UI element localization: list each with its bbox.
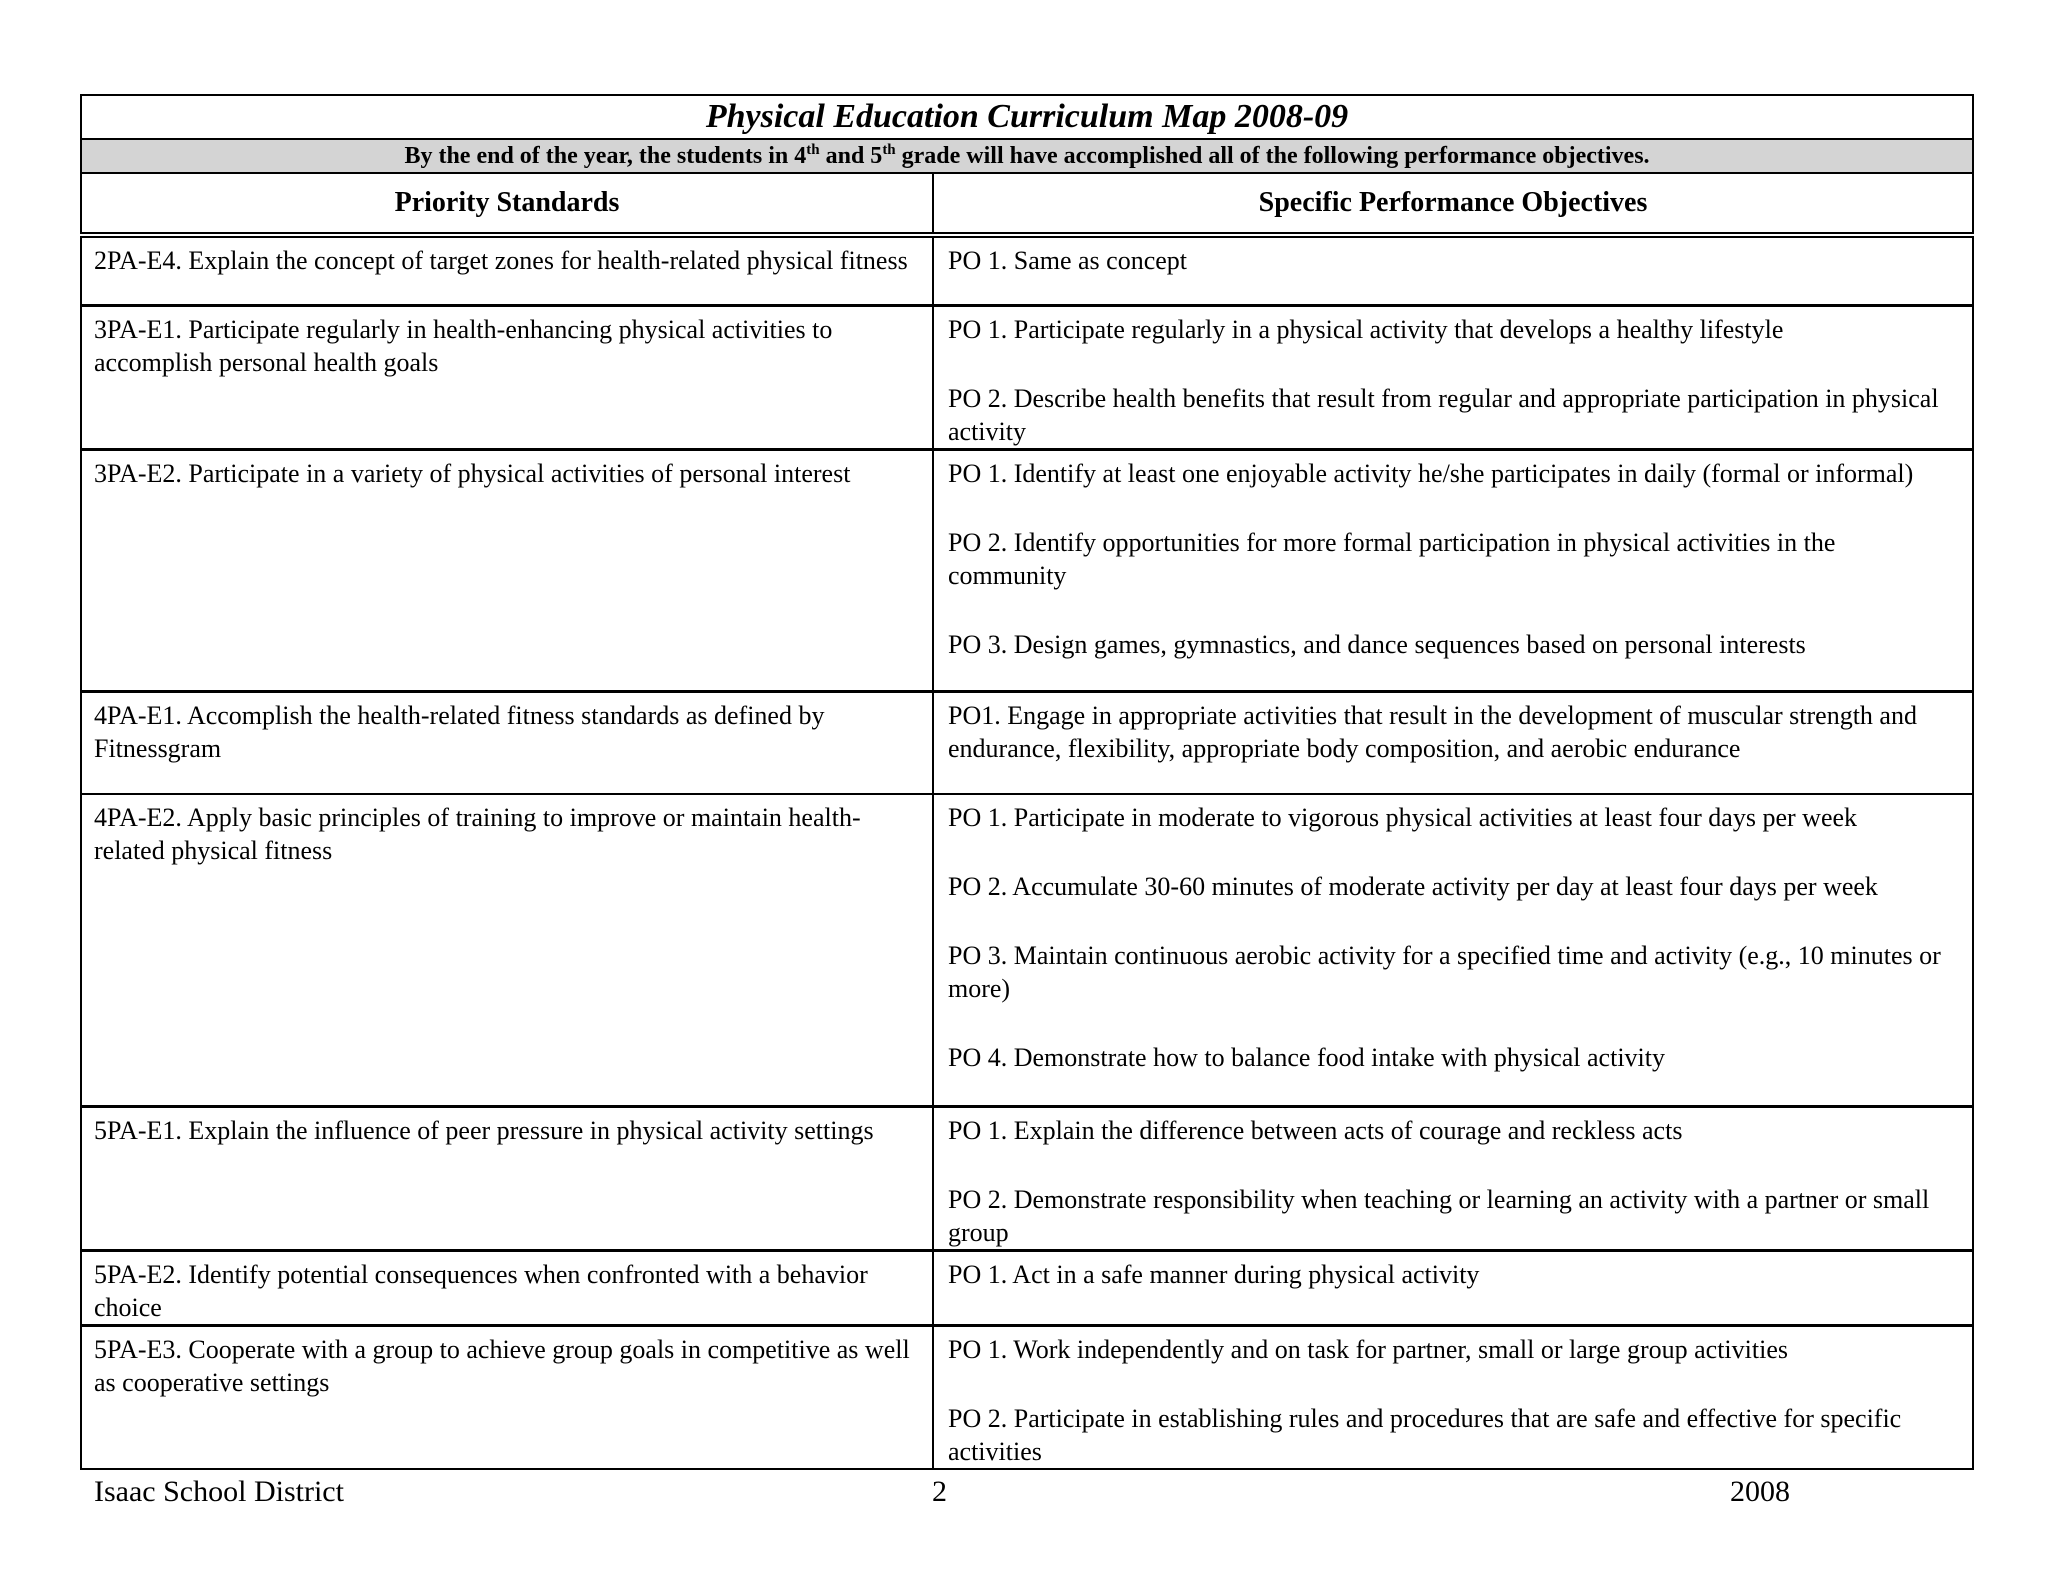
table-row <box>81 691 1973 794</box>
curriculum-map-table <box>80 94 1974 1470</box>
table-row <box>81 449 1973 691</box>
subtitle-text-1: By the end of the year, the students in 4 <box>404 143 807 169</box>
performance-objective: PO 1. Participate in moderate to vigorous physical activities at least four days per week <box>948 803 1858 832</box>
performance-objective: PO 1. Participate regularly in a physical activity that develops a healthy lifestyle <box>948 314 1784 344</box>
performance-objective: PO 1. Work independently and on task for partner, small or large group activities <box>948 1334 1788 1364</box>
table-row <box>81 235 1973 305</box>
performance-objective: PO 3. Maintain continuous aerobic activity for a specified time and activity (e.g., 10 minutes or more) <box>948 941 1941 1003</box>
objectives-cell <box>933 1250 1973 1325</box>
subtitle-sup-2: th <box>882 142 896 158</box>
page-title: Physical Education Curriculum Map 2008-09 <box>81 95 1973 139</box>
priority-standard: 4PA-E1. Accomplish the health-related fitness standards as defined by Fitnessgram <box>81 691 933 794</box>
footer-year: 2008 <box>1730 1475 1790 1508</box>
priority-standard: 5PA-E2. Identify potential consequences when confronted with a behavior choice <box>81 1250 933 1325</box>
table-row <box>81 794 1973 1106</box>
table-row <box>81 305 1973 449</box>
performance-objective: PO 2. Describe health benefits that result from regular and appropriate participation in physical activity <box>948 383 1939 446</box>
priority-standard: 2PA-E4. Explain the concept of target zones for health-related physical fitness <box>81 235 933 305</box>
performance-objective: PO 3. Design games, gymnastics, and dance sequences based on personal interests <box>948 629 1806 659</box>
objectives-cell <box>933 794 1973 1106</box>
performance-objective: PO1. Engage in appropriate activities that result in the development of muscular strength and endurance, flexibility, appropriate body composition, and aerobic endurance <box>948 700 1917 763</box>
footer-page-number: 2 <box>932 1475 947 1508</box>
priority-standard: 5PA-E3. Cooperate with a group to achieve group goals in competitive as well as cooperative settings <box>81 1325 933 1469</box>
objectives-cell <box>933 691 1973 794</box>
performance-objective: PO 1. Same as concept <box>948 246 1188 275</box>
objectives-cell <box>933 1106 1973 1250</box>
performance-objective: PO 1. Act in a safe manner during physical activity <box>948 1259 1480 1289</box>
footer-district: Isaac School District <box>94 1475 344 1508</box>
performance-objective: PO 2. Accumulate 30-60 minutes of moderate activity per day at least four days per week <box>948 872 1878 901</box>
priority-standard: 3PA-E2. Participate in a variety of physical activities of personal interest <box>81 449 933 691</box>
performance-objective: PO 2. Demonstrate responsibility when teaching or learning an activity with a partner or small group <box>948 1184 1930 1247</box>
priority-standard: 3PA-E1. Participate regularly in health-enhancing physical activities to accomplish personal health goals <box>81 305 933 449</box>
performance-objective: PO 1. Explain the difference between acts of courage and reckless acts <box>948 1115 1683 1145</box>
performance-objective: PO 4. Demonstrate how to balance food intake with physical activity <box>948 1043 1665 1072</box>
table-row <box>81 1325 1973 1469</box>
priority-standard: 5PA-E1. Explain the influence of peer pressure in physical activity settings <box>81 1106 933 1250</box>
subtitle-text-2: and 5 <box>819 143 883 169</box>
objectives-cell <box>933 305 1973 449</box>
priority-standard: 4PA-E2. Apply basic principles of training to improve or maintain health-related physical fitness <box>81 794 933 1106</box>
subtitle-text-3: grade will have accomplished all of the following performance objectives. <box>895 143 1650 169</box>
performance-objective: PO 2. Identify opportunities for more formal participation in physical activities in the community <box>948 527 1836 590</box>
performance-objective: PO 1. Identify at least one enjoyable activity he/she participates in daily (formal or informal) <box>948 458 1914 488</box>
table-row <box>81 1250 1973 1325</box>
column-header-objectives: Specific Performance Objectives <box>933 173 1973 235</box>
subtitle-sup-1: th <box>806 142 820 158</box>
performance-objective: PO 2. Participate in establishing rules and procedures that are safe and effective for specific activities <box>948 1403 1902 1466</box>
objectives-cell <box>933 235 1973 305</box>
objectives-cell <box>933 1325 1973 1469</box>
column-header-standards: Priority Standards <box>81 173 933 235</box>
subtitle-banner <box>81 139 1973 173</box>
objectives-cell <box>933 449 1973 691</box>
table-row <box>81 1106 1973 1250</box>
